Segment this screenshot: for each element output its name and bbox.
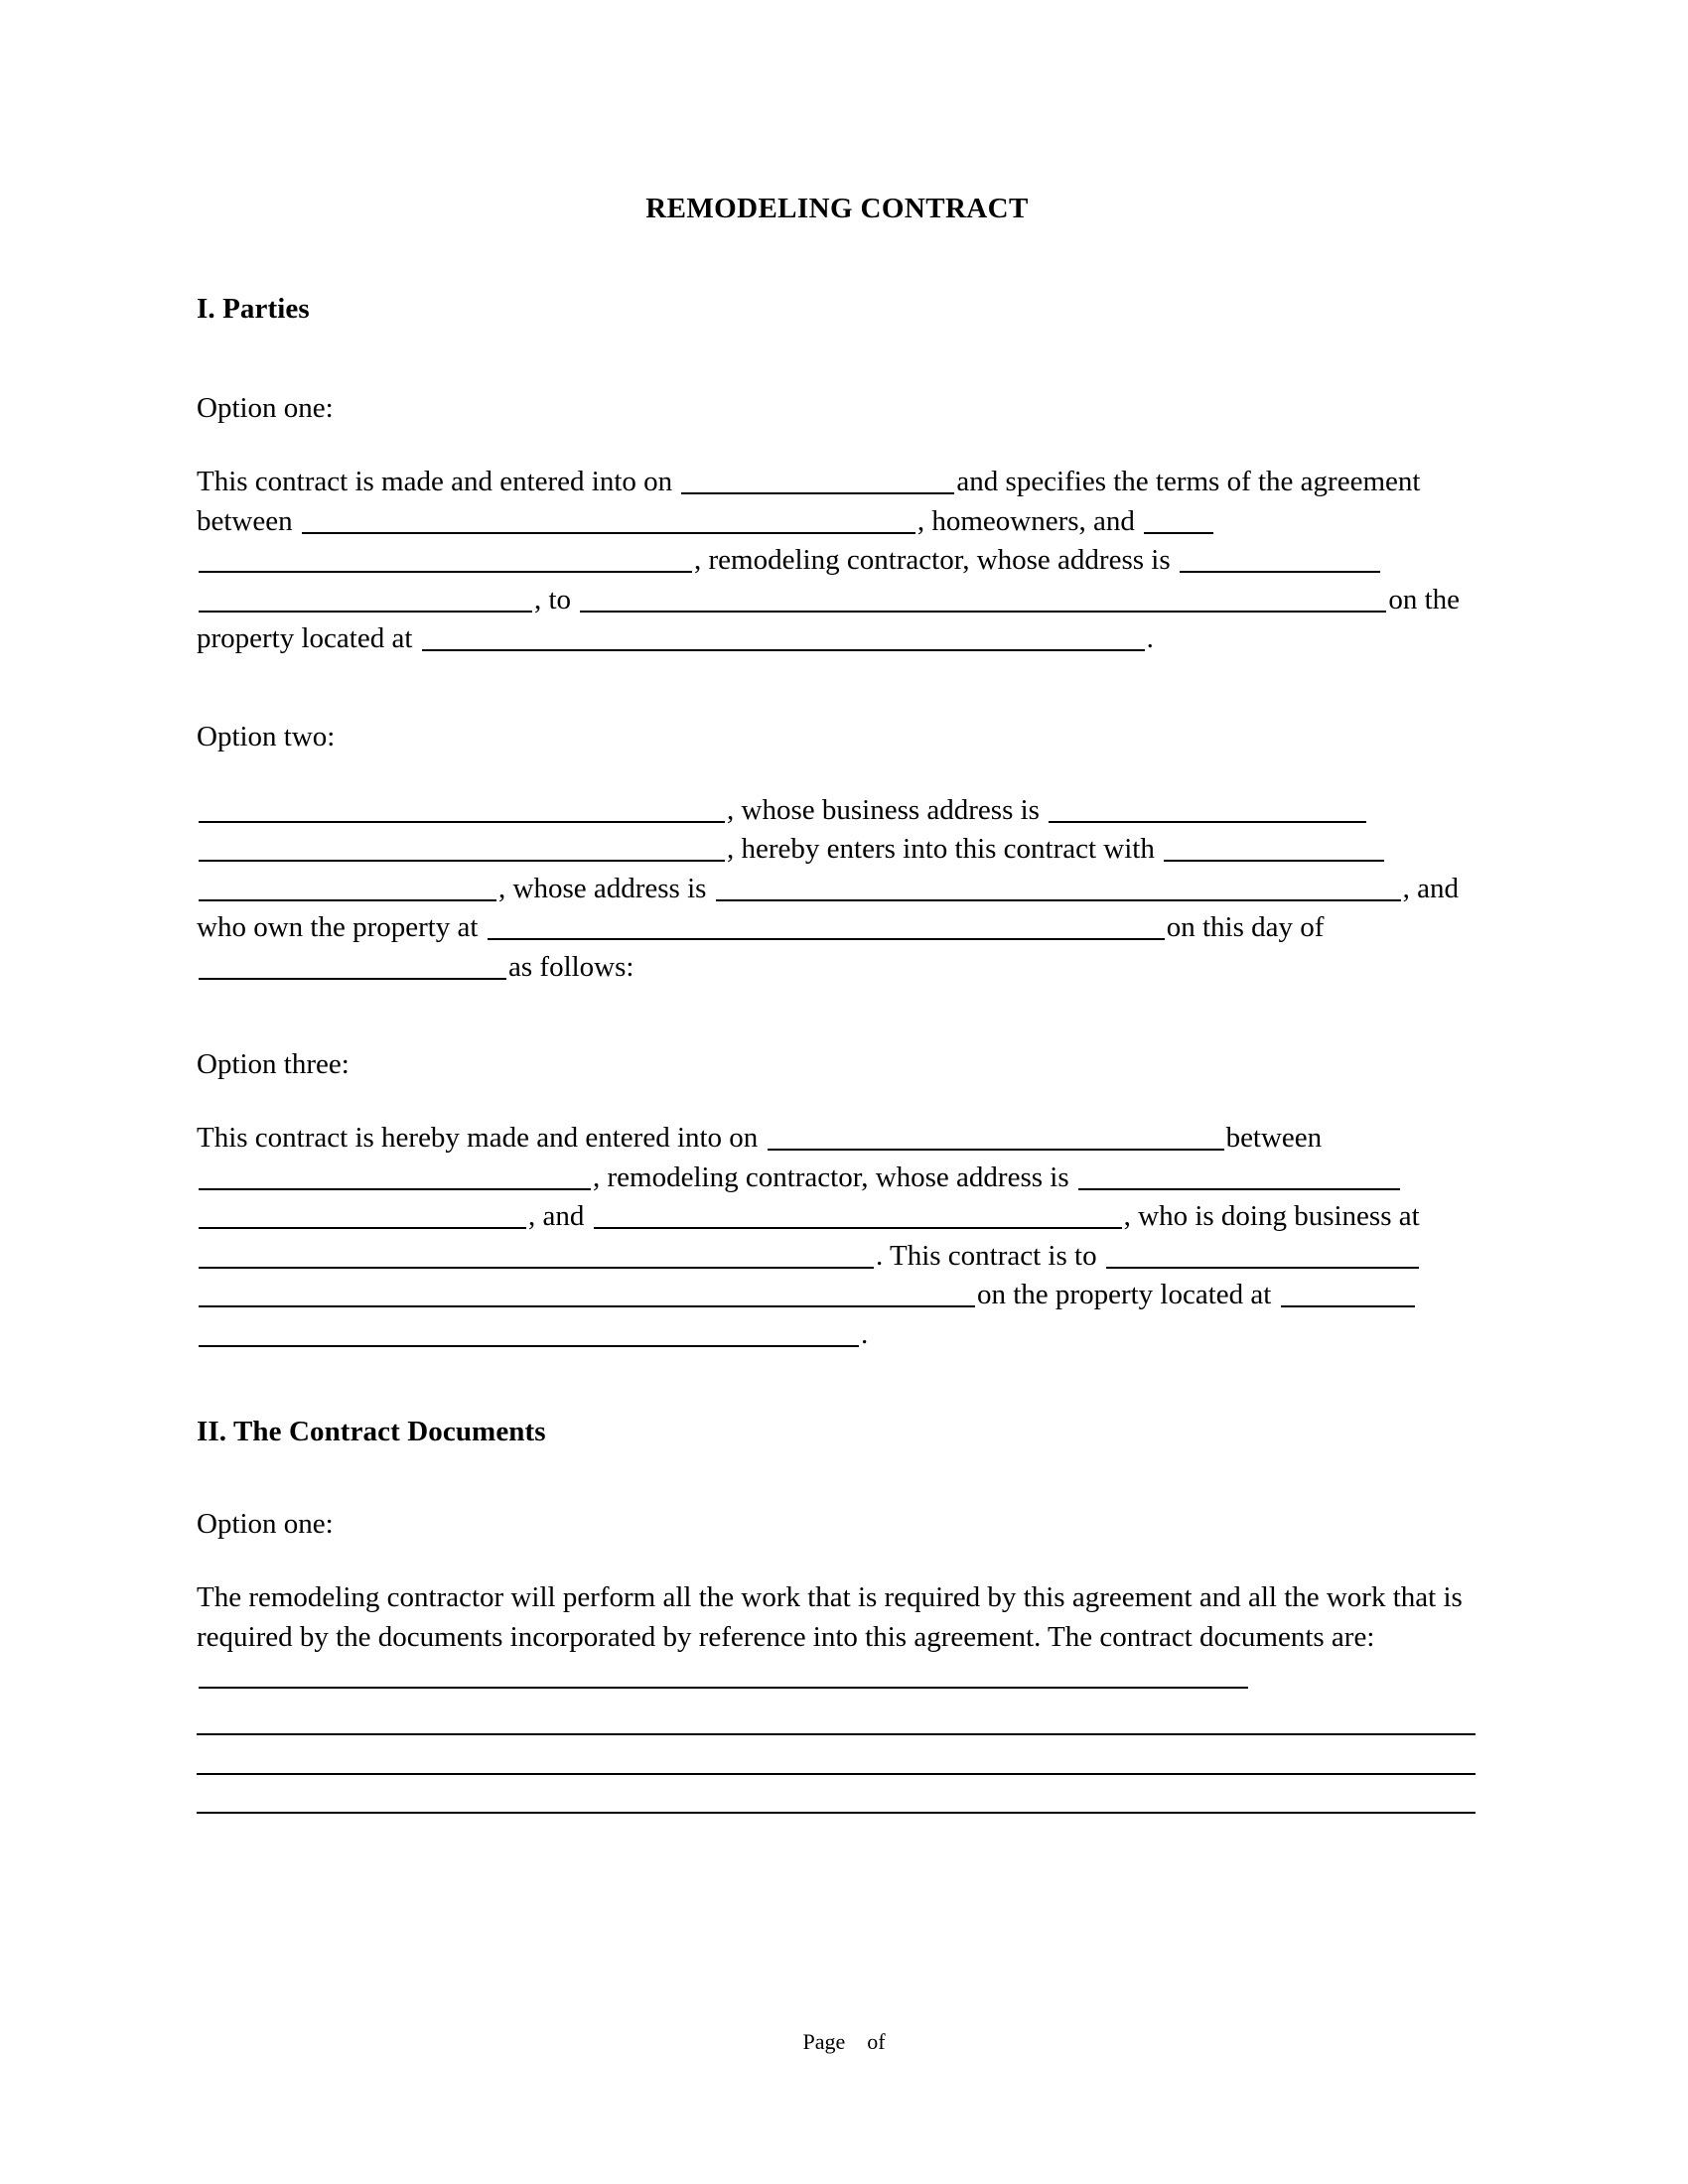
- blank-business-address-2[interactable]: [199, 835, 725, 862]
- document-body: [197, 0, 1477, 1814]
- blank-property-part-1[interactable]: [1281, 1281, 1415, 1307]
- blank-owned-property[interactable]: [488, 913, 1165, 940]
- blank-other-party-1[interactable]: [1164, 835, 1384, 862]
- text-segment: The remodeling contractor will perform all the work that is required by this agreement and all the work that is required by the documents incorporated by reference into this agreement. The contract documents are:: [197, 1581, 1463, 1653]
- section-heading-contract-documents: II. The Contract Documents: [197, 1416, 546, 1447]
- blank-property-location[interactable]: [422, 624, 1145, 651]
- option-label-one-parties: Option one:: [197, 392, 334, 424]
- text-segment: , homeowners, and: [916, 504, 1135, 537]
- blank-business-location[interactable]: [199, 1242, 874, 1269]
- parties-option-two-paragraph: [197, 791, 1477, 988]
- section-heading-parties: I. Parties: [197, 293, 310, 325]
- blank-date[interactable]: [681, 468, 954, 494]
- text-segment: This contract is made and entered into on: [197, 466, 673, 497]
- blank-business-name[interactable]: [199, 796, 725, 823]
- text-segment: , to: [534, 583, 572, 615]
- blank-contract-documents-line-2[interactable]: [197, 1733, 1476, 1735]
- parties-option-three-paragraph: [197, 1119, 1477, 1354]
- option-label-three-parties: Option three:: [197, 1048, 350, 1080]
- blank-owner-name[interactable]: [594, 1202, 1122, 1229]
- text-segment: , hereby enters into this contract with: [727, 833, 1155, 865]
- contract-documents-option-one-paragraph: [197, 1578, 1477, 1697]
- blank-homeowners[interactable]: [302, 507, 915, 534]
- text-segment: , remodeling contractor, whose address is: [593, 1160, 1069, 1193]
- blank-other-party-address[interactable]: [716, 875, 1401, 901]
- text-segment: , and: [528, 1200, 585, 1232]
- text-segment: , remodeling contractor, whose address is: [694, 544, 1171, 576]
- blank-and[interactable]: [1144, 507, 1213, 534]
- page-title: REMODELING CONTRACT: [645, 193, 1029, 224]
- blank-contract-documents-line-4[interactable]: [197, 1812, 1476, 1814]
- text-segment: . This contract is to: [876, 1239, 1097, 1272]
- blank-contract-documents-line-1[interactable]: [199, 1662, 1248, 1689]
- blank-contractor-address-1[interactable]: [1180, 546, 1380, 573]
- text-segment: between: [1225, 1122, 1323, 1154]
- parties-option-one-paragraph: [197, 463, 1477, 659]
- text-segment: .: [861, 1317, 869, 1350]
- text-segment: .: [1146, 622, 1154, 654]
- text-segment: , whose business address is: [727, 793, 1040, 826]
- blank-contractor-name[interactable]: [199, 1163, 591, 1190]
- blank-address-part-2[interactable]: [199, 1202, 526, 1229]
- blank-other-party-2[interactable]: [199, 875, 496, 901]
- blank-day[interactable]: [199, 953, 506, 980]
- blank-address-part-1[interactable]: [1078, 1163, 1400, 1190]
- blank-business-address-1[interactable]: [1049, 796, 1366, 823]
- text-segment: on the property located at: [197, 583, 1460, 654]
- text-segment: as follows:: [508, 950, 634, 983]
- option-label-one-contract-documents: Option one:: [197, 1508, 334, 1540]
- blank-purpose-2[interactable]: [199, 1281, 975, 1307]
- text-segment: and specifies the terms of the agreement between: [197, 466, 1421, 537]
- blank-purpose-1[interactable]: [1106, 1242, 1419, 1269]
- blank-scope[interactable]: [580, 586, 1386, 613]
- blank-contractor-address-2[interactable]: [199, 586, 532, 613]
- text-segment: This contract is hereby made and entered into on: [197, 1122, 759, 1154]
- blank-contract-documents-line-3[interactable]: [197, 1773, 1476, 1775]
- text-segment: , and who own the property at: [197, 872, 1460, 943]
- text-segment: , who is doing business at: [1123, 1200, 1420, 1232]
- option-label-two-parties: Option two:: [197, 720, 336, 752]
- footer-page-label: Page: [802, 2029, 846, 2054]
- footer-of-label: of: [867, 2029, 886, 2054]
- text-segment: , whose address is: [498, 872, 707, 904]
- blank-entry-date[interactable]: [768, 1124, 1224, 1151]
- text-segment: on the property located at: [977, 1279, 1272, 1310]
- text-segment: on this day of: [1166, 911, 1325, 943]
- page-footer: [0, 2029, 1688, 2055]
- blank-property-part-2[interactable]: [199, 1320, 859, 1347]
- blank-contractor[interactable]: [199, 546, 692, 573]
